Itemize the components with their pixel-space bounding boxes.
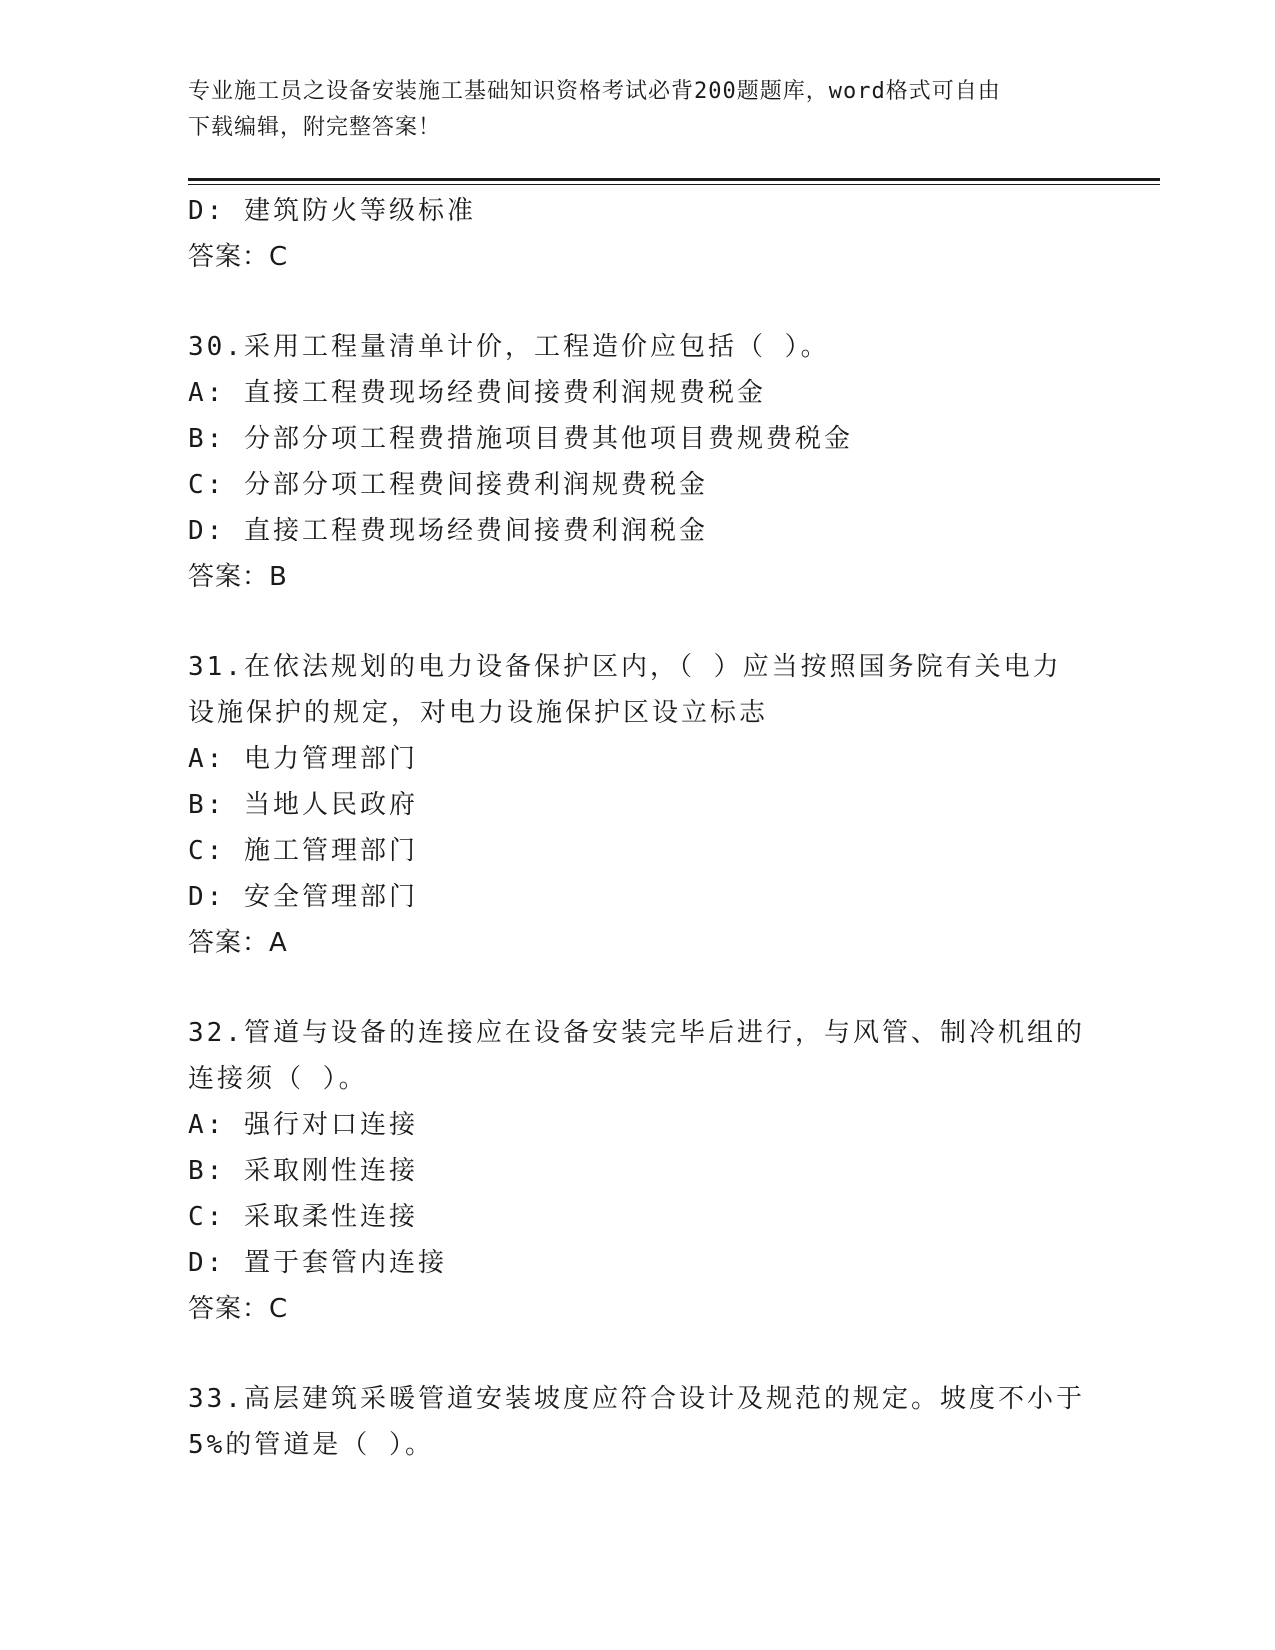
option-a-31: A: 电力管理部门 bbox=[188, 744, 418, 774]
spacer bbox=[188, 1332, 1088, 1376]
header-divider-thick bbox=[188, 178, 1160, 181]
question-stem-33: 33.高层建筑采暖管道安装坡度应符合设计及规范的规定。坡度不小于 bbox=[188, 1384, 1085, 1414]
option-c-32: C: 采取柔性连接 bbox=[188, 1202, 418, 1232]
option-d-32: D: 置于套管内连接 bbox=[188, 1248, 447, 1278]
question-content bbox=[188, 188, 1088, 1468]
answer-32: 答案：C bbox=[188, 1294, 289, 1324]
question-stem-31-cont: 设施保护的规定，对电力设施保护区设立标志 bbox=[188, 698, 769, 728]
answer-30: 答案：B bbox=[188, 562, 288, 592]
question-block-33 bbox=[188, 1376, 1088, 1468]
question-stem-31: 31.在依法规划的电力设备保护区内，（ ）应当按照国务院有关电力 bbox=[188, 652, 1062, 682]
header-line-1: 专业施工员之设备安装施工基础知识资格考试必背200题题库，word格式可自由 bbox=[188, 79, 1001, 104]
question-stem-32: 32.管道与设备的连接应在设备安装完毕后进行，与风管、制冷机组的 bbox=[188, 1018, 1085, 1048]
answer-prev: 答案：C bbox=[188, 242, 289, 272]
option-a-32: A: 强行对口连接 bbox=[188, 1110, 418, 1140]
option-b-32: B: 采取刚性连接 bbox=[188, 1156, 418, 1186]
spacer bbox=[188, 966, 1088, 1010]
option-d-31: D: 安全管理部门 bbox=[188, 882, 418, 912]
spacer bbox=[188, 280, 1088, 324]
option-c-30: C: 分部分项工程费间接费利润规费税金 bbox=[188, 470, 708, 500]
question-stem-30: 30.采用工程量清单计价，工程造价应包括（ ）。 bbox=[188, 332, 830, 362]
option-d-prev: D: 建筑防火等级标准 bbox=[188, 196, 476, 226]
option-b-31: B: 当地人民政府 bbox=[188, 790, 418, 820]
question-block-31 bbox=[188, 644, 1088, 966]
question-stem-32-cont: 连接须（ ）。 bbox=[188, 1064, 368, 1094]
option-d-30: D: 直接工程费现场经费间接费利润税金 bbox=[188, 516, 708, 546]
question-block-30 bbox=[188, 324, 1088, 600]
header-line-2: 下载编辑，附完整答案！ bbox=[188, 115, 442, 140]
header-divider-thin bbox=[188, 184, 1160, 185]
question-block-32 bbox=[188, 1010, 1088, 1332]
option-b-30: B: 分部分项工程费措施项目费其他项目费规费税金 bbox=[188, 424, 853, 454]
document-header bbox=[188, 74, 1088, 146]
option-a-30: A: 直接工程费现场经费间接费利润规费税金 bbox=[188, 378, 766, 408]
answer-31: 答案：A bbox=[188, 928, 288, 958]
question-stem-33-cont: 5%的管道是（ ）。 bbox=[188, 1430, 434, 1460]
option-c-31: C: 施工管理部门 bbox=[188, 836, 418, 866]
spacer bbox=[188, 600, 1088, 644]
